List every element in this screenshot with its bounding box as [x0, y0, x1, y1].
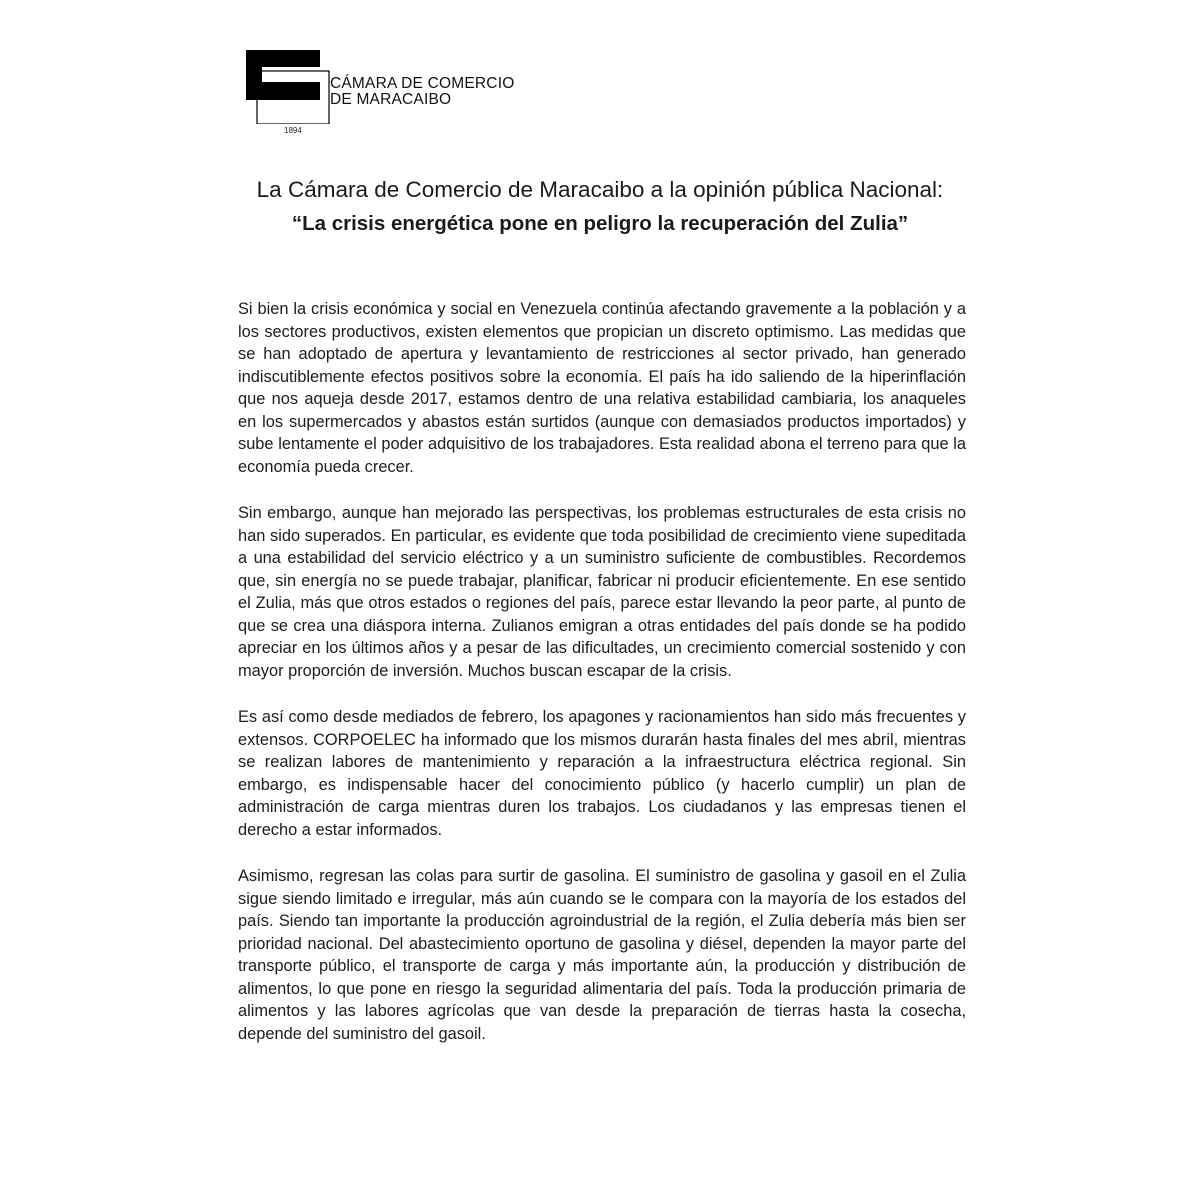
paragraph-2: Sin embargo, aunque han mejorado las perspectivas, los problemas estructurales de esta crisis no han sido superados. En particular, es evidente que toda posibilidad de crecimiento viene supeditada a una estabilidad del servicio eléctrico y a un suministro suficiente de combustibles. Recordemos que, sin energía no se puede trabajar, planificar, fabricar ni producir eficientemente. En ese sentido el Zulia, más que otros estados o regiones del país, parece estar llevando la peor parte, al punto de que se crea una diáspora interna. Zulianos emigran a otras entidades del país donde se ha podido apreciar en los últimos años y a pesar de las dificultades, un crecimiento comercial sostenido y con mayor proporción de inversión. Muchos buscan escapar de la crisis. [238, 504, 966, 680]
paragraph-4: Asimismo, regresan las colas para surtir de gasolina. El suministro de gasolina y gasoil en el Zulia sigue siendo limitado e irregular, más aún cuando se le compara con la mayoría de los estados del país. Siendo tan importante la producción agroindustrial de la región, el Zulia debería más bien ser prioridad nacional. Del abastecimiento oportuno de gasolina y diésel, dependen la mayor parte del transporte público, el transporte de carga y más importante aún, la producción y distribución de alimentos, lo que pone en riesgo la seguridad alimentaria del país. Toda la producción primaria de alimentos y las labores agrícolas que van desde la preparación de tierras hasta la cosecha, depende del suministro del gasoil. [238, 867, 966, 1043]
camara-logo-icon [246, 50, 330, 124]
logo-line-2: DE MARACAIBO [330, 91, 452, 108]
document-title [240, 173, 960, 240]
title-headline: “La crisis energética pone en peligro la recuperación del Zulia” [291, 212, 909, 235]
logo-year: 1894 [284, 126, 302, 135]
paragraph-1: Si bien la crisis económica y social en Venezuela continúa afectando gravemente a la población y a los sectores productivos, existen elementos que propician un discreto optimismo. Las medidas que se han adoptado de apertura y levantamiento de restricciones al sector privado, han generado indiscutiblemente efectos positivos sobre la economía. El país ha ido saliendo de la hiperinflación que nos aqueja desde 2017, estamos dentro de una relativa estabilidad cambiaria, los anaqueles en los supermercados y abastos están surtidos (aunque con demasiados productos importados) y sube lentamente el poder adquisitivo de los trabajadores. Esta realidad abona el terreno para que la economía pueda crecer. [238, 300, 966, 476]
paragraph-3: Es así como desde mediados de febrero, los apagones y racionamientos han sido más frecuentes y extensos. CORPOELEC ha informado que los mismos durarán hasta finales del mes abril, mientras se realizan labores de mantenimiento y reparación a la infraestructura eléctrica regional. Sin embargo, es indispensable hacer del conocimiento público (y hacerlo cumplir) un plan de administración de carga mientras duren los trabajos. Los ciudadanos y las empresas tienen el derecho a estar informados. [238, 708, 966, 839]
title-lead: La Cámara de Comercio de Maracaibo a la opinión pública Nacional: [256, 177, 944, 202]
chamber-logo [246, 50, 546, 140]
logo-text [330, 76, 514, 108]
logo-line-1: CÁMARA DE COMERCIO [330, 75, 515, 92]
document-body [238, 298, 966, 1069]
